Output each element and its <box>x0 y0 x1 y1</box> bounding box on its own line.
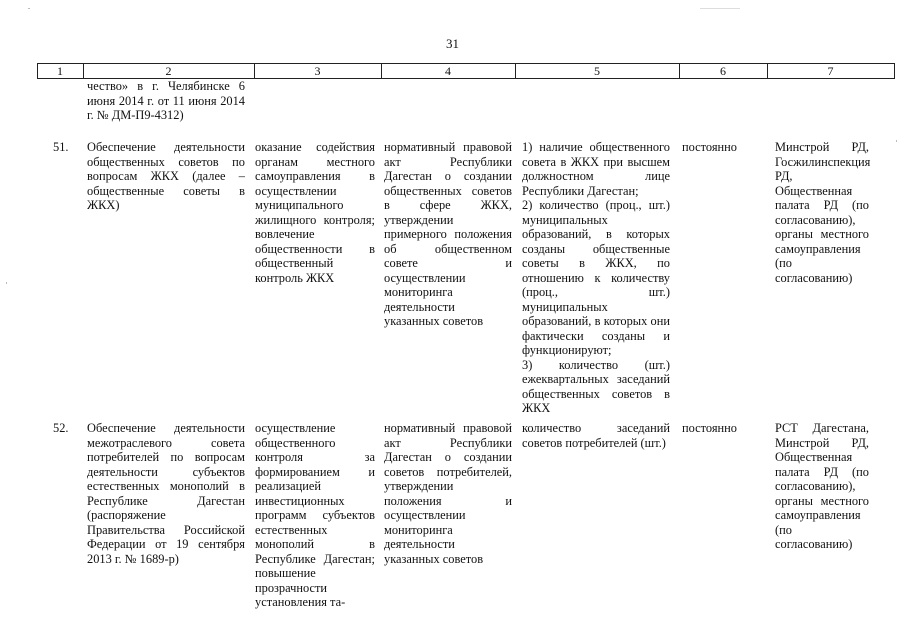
scan-speck <box>28 8 30 9</box>
row-col-6: постоянно <box>682 140 738 154</box>
criterion-line: 3) количество (шт.) ежеквартальных заседаний общественных советов в ЖКХ <box>522 357 670 415</box>
header-col-1: 1 <box>57 64 63 78</box>
scan-speck <box>6 282 7 284</box>
header-col-2: 2 <box>165 64 172 78</box>
scan-speck <box>896 140 897 142</box>
row-col-4: нормативный правовой акт Республики Дагестан о создании советов потребителей, утверждении положения и осуществлении мониторинга деятельности указанных советов <box>384 421 512 566</box>
row-col-5 <box>522 421 670 450</box>
row-col-4: нормативный правовой акт Республики Дагестан о создании общественных советов в сфере ЖКХ, утверждении примерного положения об общественном совете и осуществлении мониторинга деятельности указанных советов <box>384 140 512 328</box>
continuation-col-2: чество» в г. Челябинске 6 июня 2014 г. от 11 июня 2014 г. № ДМ-П9-4312) <box>87 79 245 122</box>
row-number: 52. <box>53 421 69 435</box>
page-number: 31 <box>446 36 459 51</box>
row-number: 51. <box>53 140 69 154</box>
row-col-2: Обеспечение деятельности межотраслевого совета потребителей по вопросам деятельности субъектов естественных монополий в Республике Дагестан (распоряжение Правительства Российской Федерации от 19 сентября 2013 г. № 1689-р) <box>87 421 245 566</box>
header-col-4: 4 <box>445 64 451 78</box>
row-col-6: постоянно <box>682 421 738 435</box>
table-header-row <box>37 63 895 79</box>
criterion-line: количество заседаний советов потребителей (шт.) <box>522 421 670 450</box>
header-col-5: 5 <box>594 64 600 78</box>
criterion-line: 2) количество (проц., шт.) муниципальных образований, в которых созданы общественные советы в ЖКХ, по отношению к количеству (проц., шт.) муниципальных образований, в которых они фактически созданы и функционируют; <box>522 198 670 357</box>
header-col-6: 6 <box>720 64 726 78</box>
row-col-3: оказание содействия органам местного самоуправления в осуществлении муниципального жилищного контроля; вовлечение общественности в общественный контроль ЖКХ <box>255 140 375 285</box>
header-col-7: 7 <box>827 64 834 78</box>
header-col-3: 3 <box>314 64 321 78</box>
row-col-5 <box>522 140 670 416</box>
row-col-2: Обеспечение деятельности общественных советов по вопросам ЖКХ (далее – общественные советы в ЖКХ) <box>87 140 245 212</box>
criterion-line: 1) наличие общественного совета в ЖКХ при высшем должностном лице Республики Дагестан; <box>522 140 670 198</box>
row-col-7: РСТ Дагестана, Минстрой РД, Общественная палата РД (по согласованию), органы местного самоуправления (по согласованию) <box>775 421 869 551</box>
row-col-3: осуществление общественного контроля за формированием и реализацией инвестиционных программ субъектов естественных монополий в Республике Дагестан; повышение прозрачности установления та- <box>255 421 375 609</box>
scan-speck <box>700 8 740 9</box>
row-col-7: Минстрой РД, Госжилинспекция РД, Общественная палата РД (по согласованию), органы местного самоуправления (по согласованию) <box>775 140 871 285</box>
